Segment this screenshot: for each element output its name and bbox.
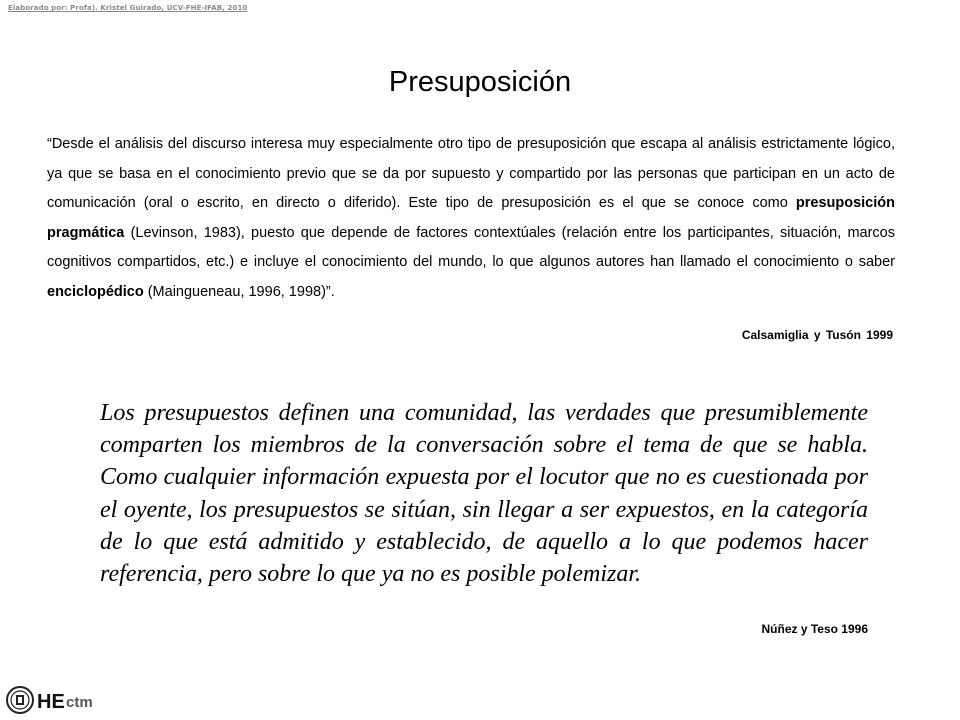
quote1-bold-enciclopedico: enciclopédico — [47, 283, 144, 300]
quote1-bold-pragmatica: presuposición pragmática — [47, 195, 895, 241]
quote-nunez: Los presupuestos definen una comunidad, las verdades que presumiblemente comparten los miembros de la conversación sobre el tema de que se habla. Como cualquier información expuesta por el locutor que no es cuestionada por el oyente, los presupuestos se sitúan, sin llegar a ser expuestos, en la categoría de lo que está admitido y establecido, de aquello a lo que podemos hacer referencia, pero sobre lo que ya no es posible polemizar. — [100, 400, 868, 588]
credit-line: Elaborado por: Profa). Kristel Guirado, UCV-FHE-IFAB, 2010 — [8, 4, 248, 12]
citation-calsamiglia: Calsamiglia y Tusón 1999 — [741, 328, 893, 342]
logo-ctm-text: ctm — [66, 694, 93, 711]
quote1-text-a: “Desde el análisis del discurso interesa muy especialmente otro tipo de presuposición que escapa al análisis estrictamente lógico, ya que se basa en el conocimiento previo que se da por supuesto y compartido por las personas que participan en un acto de comunicación (oral o escrito, en directo o diferido). Este tipo de presuposición es el que se conoce como — [47, 136, 895, 211]
quote-calsamiglia — [47, 130, 895, 307]
slide-title: Presuposición — [388, 66, 572, 98]
faculty-logo — [36, 688, 96, 712]
quote1-text-b: (Levinson, 1983), puesto que depende de factores contextúales (relación entre los participantes, situación, marcos cognitivos compartidos, etc.) e incluye el conocimiento del mundo, lo que algunos autores han llamado el conocimiento o saber — [47, 224, 895, 270]
footer-logos — [6, 686, 96, 714]
university-seal-icon — [6, 686, 34, 714]
logo-he-text: HE — [37, 691, 65, 712]
quote1-text-c: (Maingueneau, 1996, 1998)”. — [143, 283, 335, 300]
citation-nunez: Núñez y Teso 1996 — [761, 622, 868, 636]
